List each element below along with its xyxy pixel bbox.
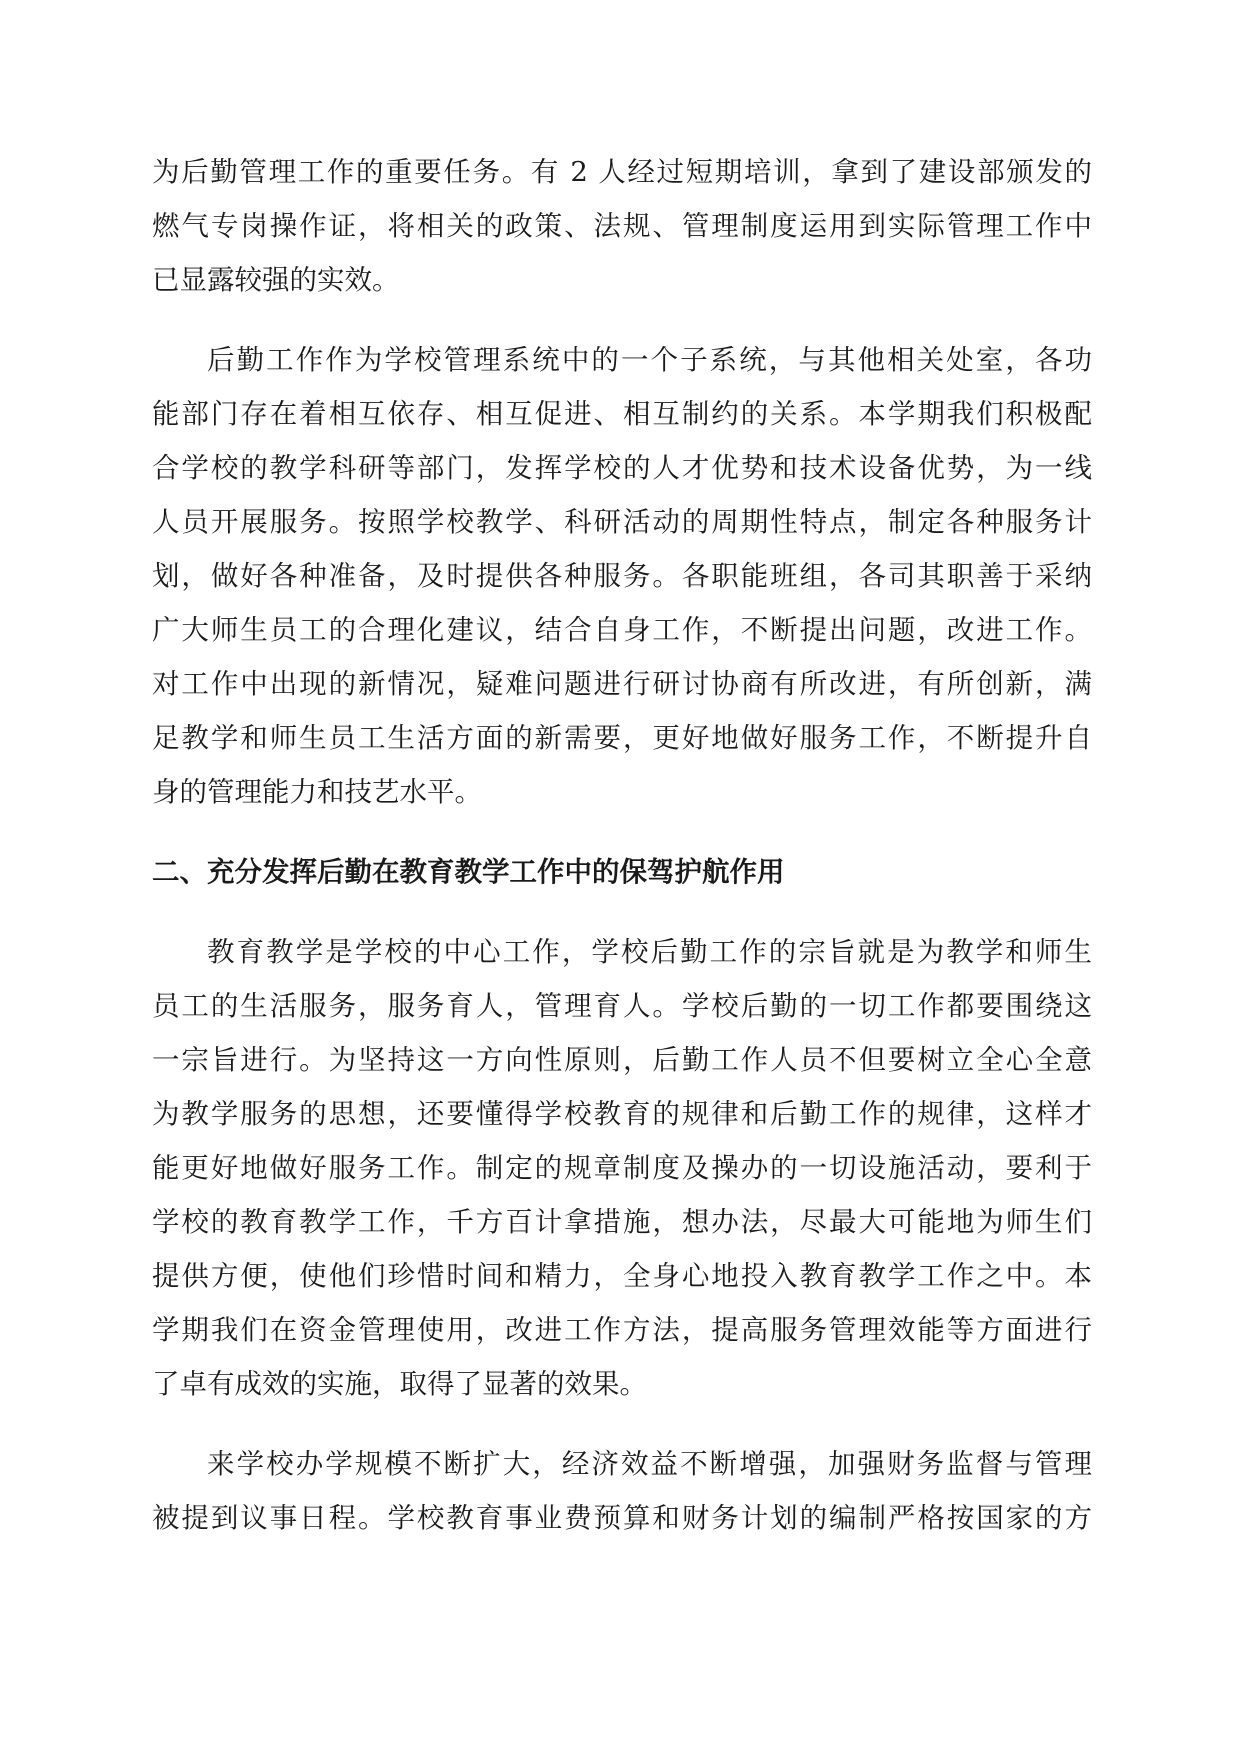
paragraph-4 xyxy=(152,1437,1092,1545)
text-line: 足教学和师生员工生活方面的新需要，更好地做好服务工作，不断提升自 xyxy=(152,722,1092,754)
text-line: 教育教学是学校的中心工作，学校后勤工作的宗旨就是为教学和师生 xyxy=(207,936,1092,968)
text-line: 燃气专岗操作证，将相关的政策、法规、管理制度运用到实际管理工作中 xyxy=(152,210,1092,242)
text-line: 后勤工作作为学校管理系统中的一个子系统，与其他相关处室，各功 xyxy=(207,344,1092,376)
text-line: 提供方便，使他们珍惜时间和精力，全身心地投入教育教学工作之中。本 xyxy=(152,1260,1092,1292)
text-line: 身的管理能力和技艺水平。 xyxy=(152,776,482,808)
text-line: 为后勤管理工作的重要任务。有 2 人经过短期培训，拿到了建设部颁发的 xyxy=(152,156,1092,188)
document-page xyxy=(152,145,1092,1545)
paragraph-3 xyxy=(152,925,1092,1411)
text-line: 学期我们在资金管理使用，改进工作方法，提高服务管理效能等方面进行 xyxy=(152,1314,1092,1346)
text-line: 来学校办学规模不断扩大，经济效益不断增强，加强财务监督与管理 xyxy=(207,1448,1092,1480)
text-line: 学校的教育教学工作，千方百计拿措施，想办法，尽最大可能地为师生们 xyxy=(152,1206,1092,1238)
text-line: 人员开展服务。按照学校教学、科研活动的周期性特点，制定各种服务计 xyxy=(152,506,1092,538)
text-line: 合学校的教学科研等部门，发挥学校的人才优势和技术设备优势，为一线 xyxy=(152,452,1092,484)
paragraph-1 xyxy=(152,145,1092,307)
text-line: 广大师生员工的合理化建议，结合自身工作，不断提出问题，改进工作。 xyxy=(152,614,1092,646)
text-line: 被提到议事日程。学校教育事业费预算和财务计划的编制严格按国家的方 xyxy=(152,1502,1092,1534)
text-line: 能更好地做好服务工作。制定的规章制度及操办的一切设施活动，要利于 xyxy=(152,1152,1092,1184)
text-line: 员工的生活服务，服务育人，管理育人。学校后勤的一切工作都要围绕这 xyxy=(152,990,1092,1022)
text-line: 为教学服务的思想，还要懂得学校教育的规律和后勤工作的规律，这样才 xyxy=(152,1098,1092,1130)
paragraph-2 xyxy=(152,333,1092,819)
section-heading: 二、充分发挥后勤在教育教学工作中的保驾护航作用 xyxy=(152,856,785,888)
text-line: 能部门存在着相互依存、相互促进、相互制约的关系。本学期我们积极配 xyxy=(152,398,1092,430)
text-line: 对工作中出现的新情况，疑难问题进行研讨协商有所改进，有所创新，满 xyxy=(152,668,1092,700)
text-line: 了卓有成效的实施，取得了显著的效果。 xyxy=(152,1368,647,1400)
text-line: 一宗旨进行。为坚持这一方向性原则，后勤工作人员不但要树立全心全意 xyxy=(152,1044,1092,1076)
text-line: 已显露较强的实效。 xyxy=(152,264,400,296)
text-line: 划，做好各种准备，及时提供各种服务。各职能班组，各司其职善于采纳 xyxy=(152,560,1092,592)
